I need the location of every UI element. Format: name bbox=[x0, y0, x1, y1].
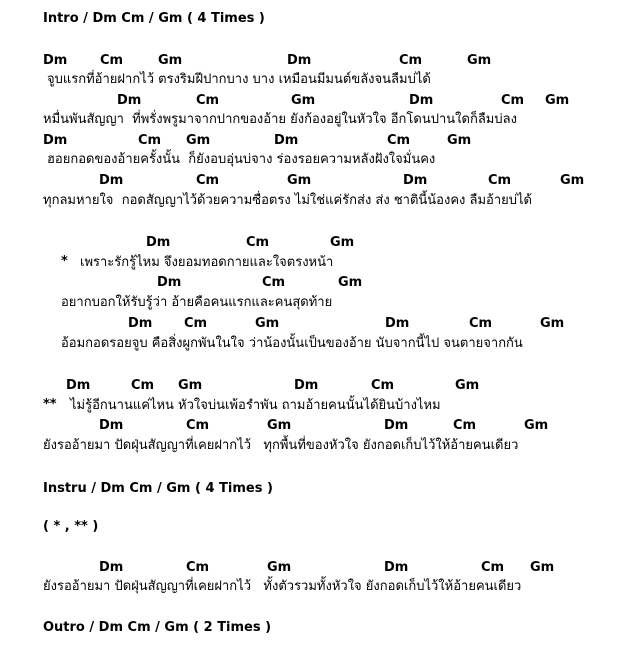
chord-gm: Gm bbox=[560, 173, 585, 188]
chord-dm: Dm bbox=[43, 53, 68, 68]
chord-gm: Gm bbox=[291, 93, 316, 108]
chorus-marker-double: ** bbox=[43, 397, 57, 412]
lyric-line: อยากบอกให้รับรู้ว่า อ้ายคือคนแรกและคนสุดท้าย bbox=[61, 295, 333, 310]
chord-gm: Gm bbox=[267, 560, 292, 575]
chord-cm: Cm bbox=[186, 560, 210, 575]
chord-cm: Cm bbox=[481, 560, 505, 575]
chord-gm: Gm bbox=[287, 173, 312, 188]
chord-dm: Dm bbox=[384, 418, 409, 433]
chord-cm: Cm bbox=[196, 173, 220, 188]
chord-cm: Cm bbox=[196, 93, 220, 108]
chord-gm: Gm bbox=[158, 53, 183, 68]
chord-gm: Gm bbox=[330, 235, 355, 250]
chord-cm: Cm bbox=[100, 53, 124, 68]
chord-dm: Dm bbox=[99, 418, 124, 433]
intro-heading: Intro / Dm Cm / Gm ( 4 Times ) bbox=[43, 11, 265, 26]
chord-dm: Dm bbox=[274, 133, 299, 148]
chord-cm: Cm bbox=[501, 93, 525, 108]
chord-gm: Gm bbox=[255, 316, 280, 331]
chord-cm: Cm bbox=[131, 378, 155, 393]
chord-dm: Dm bbox=[146, 235, 171, 250]
chord-cm: Cm bbox=[184, 316, 208, 331]
chord-dm: Dm bbox=[43, 133, 68, 148]
chord-cm: Cm bbox=[469, 316, 493, 331]
chord-dm: Dm bbox=[294, 378, 319, 393]
chord-cm: Cm bbox=[453, 418, 477, 433]
lyric-line: จูบแรกที่อ้ายฝากไว้ ตรงริมฝีปากบาง บาง เหมือนมีมนต์ขลังจนลืมบ่ได้ bbox=[47, 72, 431, 87]
chord-dm: Dm bbox=[99, 173, 124, 188]
outro-heading: Outro / Dm Cm / Gm ( 2 Times ) bbox=[43, 620, 272, 635]
lyric-line: ยังรออ้ายมา ปัดฝุ่นสัญญาที่เคยฝากไว้ ทุกพื้นที่ของหัวใจ ยังกอดเก็บไว้ให้อ้ายคนเดียว bbox=[43, 438, 519, 453]
chord-gm: Gm bbox=[540, 316, 565, 331]
chord-dm: Dm bbox=[403, 173, 428, 188]
chord-gm: Gm bbox=[524, 418, 549, 433]
chord-dm: Dm bbox=[99, 560, 124, 575]
chord-gm: Gm bbox=[545, 93, 570, 108]
chord-dm: Dm bbox=[117, 93, 142, 108]
chorus-marker-single: * bbox=[61, 254, 68, 269]
lyric-line: อ้อมกอดรอยจูบ คือสิ่งผูกพันในใจ ว่าน้องนั้นเป็นของอ้าย นับจากนี้ไป จนตายจากกัน bbox=[61, 336, 523, 351]
chord-cm: Cm bbox=[186, 418, 210, 433]
lyric-line: ฮอยกอดของอ้ายครั้งนั้น ก็ยังอบอุ่นบ่จาง ร่องรอยความหลังฝังใจมั่นคง bbox=[47, 152, 436, 167]
chord-gm: Gm bbox=[338, 275, 363, 290]
chord-dm: Dm bbox=[128, 316, 153, 331]
lyric-line: ไม่รู้อีกนานแค่ไหน หัวใจบ่นเพ้อรำพัน ถามอ้ายคนนั้นได้ยินบ้างไหม bbox=[70, 398, 441, 413]
chord-cm: Cm bbox=[262, 275, 286, 290]
chord-cm: Cm bbox=[138, 133, 162, 148]
chord-gm: Gm bbox=[186, 133, 211, 148]
chord-gm: Gm bbox=[467, 53, 492, 68]
chord-gm: Gm bbox=[530, 560, 555, 575]
chord-gm: Gm bbox=[267, 418, 292, 433]
chord-dm: Dm bbox=[384, 560, 409, 575]
lyric-line: เพราะรักรู้ไหม จึงยอมทอดกายและใจตรงหน้า bbox=[80, 255, 334, 270]
chord-gm: Gm bbox=[178, 378, 203, 393]
chord-gm: Gm bbox=[455, 378, 480, 393]
chord-cm: Cm bbox=[399, 53, 423, 68]
chord-cm: Cm bbox=[387, 133, 411, 148]
chord-dm: Dm bbox=[157, 275, 182, 290]
chord-cm: Cm bbox=[488, 173, 512, 188]
chord-dm: Dm bbox=[287, 53, 312, 68]
chord-dm: Dm bbox=[66, 378, 91, 393]
lyric-line: หมื่นพันสัญญา ที่พรั่งพรูมาจากปากของอ้าย ยังก้องอยู่ในหัวใจ อีกโดนปานใดก็ลืมบ่ลง bbox=[43, 112, 517, 127]
chord-dm: Dm bbox=[409, 93, 434, 108]
lyric-line: ยังรออ้ายมา ปัดฝุ่นสัญญาที่เคยฝากไว้ ทั้งตัวรวมทั้งหัวใจ ยังกอดเก็บไว้ให้อ้ายคนเดียว bbox=[43, 579, 522, 594]
chord-cm: Cm bbox=[246, 235, 270, 250]
instrumental-heading: Instru / Dm Cm / Gm ( 4 Times ) bbox=[43, 481, 273, 496]
chord-dm: Dm bbox=[385, 316, 410, 331]
chord-cm: Cm bbox=[371, 378, 395, 393]
repeat-marker: ( * , ** ) bbox=[43, 519, 99, 534]
chord-gm: Gm bbox=[447, 133, 472, 148]
lyric-line: ทุกลมหายใจ กอดสัญญาไว้ด้วยความซื่อตรง ไม่ใช่แค่รักส่ง ส่ง ชาตินี้น้องคง ลืมอ้ายบ่ได้ bbox=[43, 193, 532, 208]
